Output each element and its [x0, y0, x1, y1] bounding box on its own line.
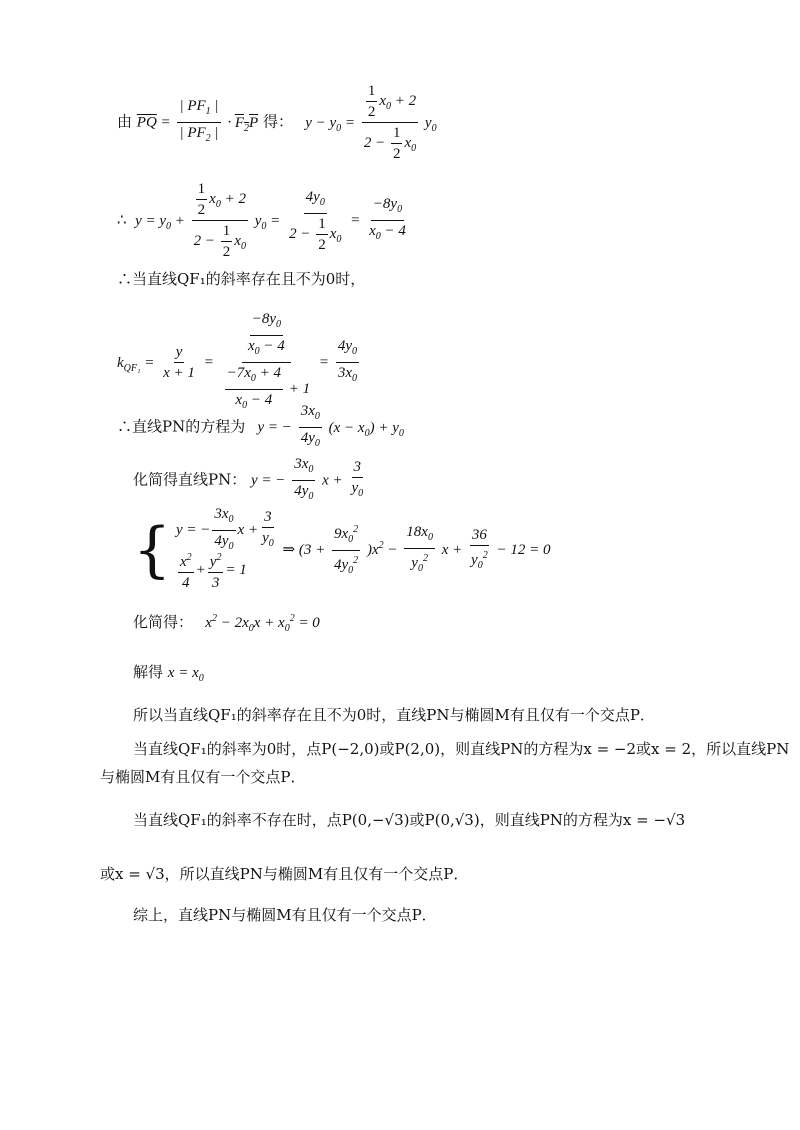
equation-solution: 解得 $x = x_0$ — [133, 663, 204, 684]
paragraph-conclusion-1: 所以当直线QF₁的斜率存在且不为0时，直线PN与椭圆M有且仅有一个交点P． — [133, 706, 655, 724]
paragraph-slope-undefined-b: 或x = √3，所以直线PN与椭圆M有且仅有一个交点P． — [100, 865, 469, 883]
equation-system: { y = − $\frac{3x_0}{4y_0}$ x + $\frac{3}{y_0}$ $\frac{x^2}{4}$ + $\frac{y^2}{3}$ = 1 ⇒ (3 + $\frac{9x_0^2}{4y_0^2}$ )$x^2$ − $\frac{18x_0}{y_0^2}$ x + $\frac{36}{y_0^2}$ − 12 = 0 — [133, 505, 551, 591]
equation-simplified-pn: 化简得直线PN： y = − $\frac{3x_0}{4y_0}$ x + $\frac{3}{y_0}$ — [133, 456, 364, 502]
equation-simplified: 化简得： $x^2 - 2x_0x + x_0^2 = 0$ — [133, 613, 320, 634]
text-you: 由 — [117, 112, 133, 131]
therefore-symbol: ∴ — [117, 210, 127, 229]
text-solved: 解得 — [133, 663, 164, 681]
text-line-pn-eq: ∴直线PN的方程为 — [117, 417, 246, 436]
text-simplified: 化简得： — [133, 613, 194, 631]
paragraph-summary: 综上，直线PN与椭圆M有且仅有一个交点P． — [133, 906, 437, 924]
paragraph-slope-zero-a: 当直线QF₁的斜率为0时，点P(−2,0)或P(2,0)，则直线PN的方程为x = −2或x = 2，所以直线PN — [133, 740, 790, 758]
equation-pq: 由 $\overline{PQ}$ = $\frac{| PF_1 |}{| PF_2 |}$ · $F_2P$ 得： $y - y_0$ = $\frac{1}{2}$ $x_0 + 2$ 2 − $\frac{1}{2}$ $x_0$ $y_0$ — [117, 83, 437, 162]
text-slope-condition: ∴当直线QF₁的斜率存在且不为0时， — [117, 270, 366, 288]
equation-y: ∴ $y = y_0$ + $\frac{1}{2}$ $x_0 + 2$ 2 − $\frac{1}{2}$ $x_0$ $y_0$ = $4y_0$ 2 − $\frac{1}{2}$ $x_0$ = $\frac{-8y_0}{x_0 - 4}$ — [117, 181, 406, 260]
paragraph-slope-undefined-a: 当直线QF₁的斜率不存在时，点P(0,−√3)或P(0,√3)，则直线PN的方程为x = −√3 — [133, 811, 686, 829]
text-simplified-pn: 化简得直线PN： — [133, 470, 247, 489]
text-de: 得： — [262, 112, 293, 131]
equation-slope-qf1: $k_{QF_1}$ = $\frac{y}{x + 1}$ = $\frac{-8y_0}{x_0 - 4}$ $\frac{-7x_0 + 4}{x_0 - 4}$ + 1 = $\frac{4y_0}{3x_0}$ — [117, 311, 357, 411]
paragraph-slope-zero-b: 与椭圆M有且仅有一个交点P． — [100, 768, 306, 786]
equation-line-pn: ∴直线PN的方程为 y = − $\frac{3x_0}{4y_0}$ $(x - x_0) + y_0$ — [117, 403, 404, 449]
